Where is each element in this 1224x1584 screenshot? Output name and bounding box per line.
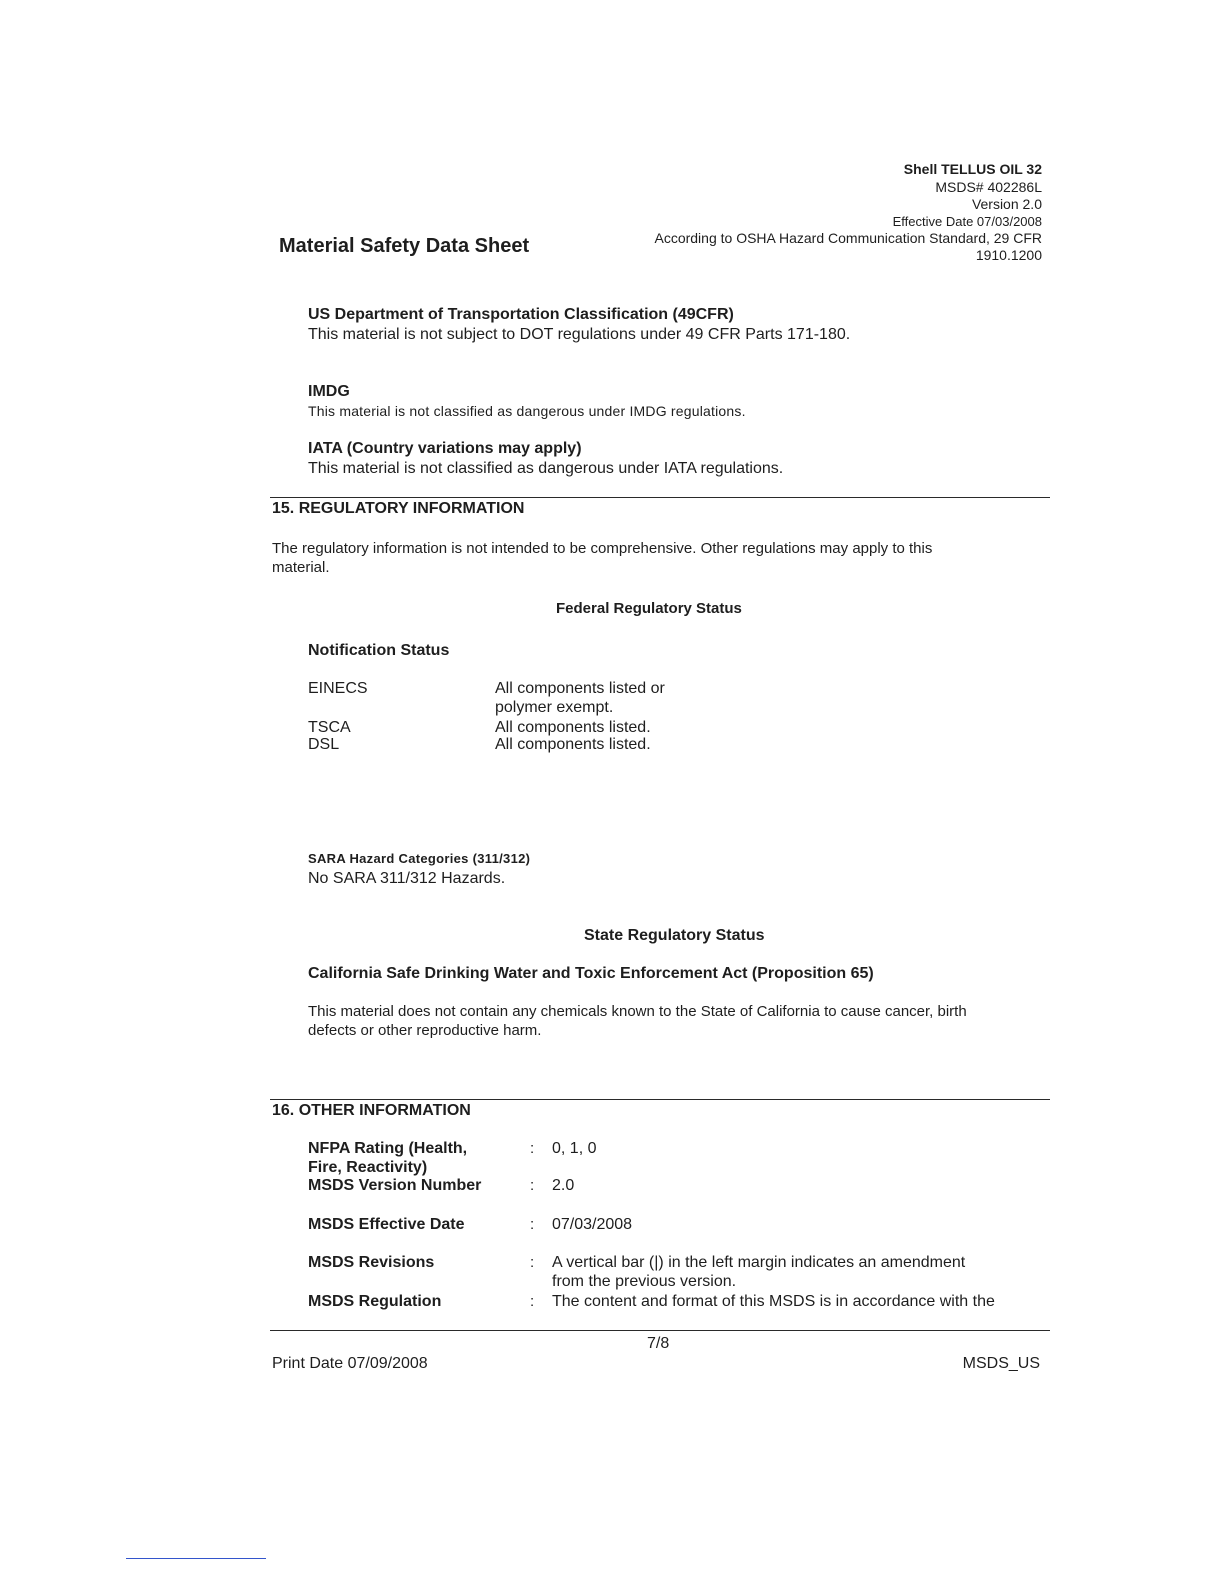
state-heading: State Regulatory Status <box>584 927 765 944</box>
info-value: 0, 1, 0 <box>552 1140 597 1157</box>
inventory-name: TSCA <box>308 719 351 736</box>
info-value: from the previous version. <box>552 1273 737 1290</box>
info-value: 07/03/2008 <box>552 1216 633 1233</box>
reg-intro-line2: material. <box>272 559 330 576</box>
imdg-heading: IMDG <box>308 383 350 400</box>
standard-line-2: 1910.1200 <box>975 247 1042 263</box>
imdg-text: This material is not classified as dangerous under IMDG regulations. <box>308 403 746 419</box>
colon: : <box>530 1254 535 1271</box>
prop65-line2: defects or other reproductive harm. <box>308 1022 542 1039</box>
version: Version 2.0 <box>971 196 1042 212</box>
inventory-name: DSL <box>308 736 340 753</box>
prop65-heading: California Safe Drinking Water and Toxic Enforcement Act (Proposition 65) <box>308 965 874 982</box>
sara-heading: SARA Hazard Categories (311/312) <box>308 851 531 866</box>
iata-text: This material is not classified as dangerous under IATA regulations. <box>308 460 784 477</box>
inventory-name: EINECS <box>308 680 368 697</box>
inventory-status: All components listed or <box>495 680 665 697</box>
product-name: Shell TELLUS OIL 32 <box>903 161 1042 177</box>
doc-title: Material Safety Data Sheet <box>279 235 530 257</box>
info-value: A vertical bar (|) in the left margin indicates an amendment <box>552 1254 966 1271</box>
footer-divider <box>270 1330 1050 1331</box>
print-date: Print Date 07/09/2008 <box>272 1355 428 1372</box>
info-label: MSDS Revisions <box>308 1254 435 1271</box>
dot-text: This material is not subject to DOT regulations under 49 CFR Parts 171-180. <box>308 326 851 343</box>
info-label: MSDS Regulation <box>308 1293 442 1310</box>
section15-heading: 15. REGULATORY INFORMATION <box>272 500 525 517</box>
standard-line-1: According to OSHA Hazard Communication Standard, 29 CFR <box>654 230 1042 246</box>
colon: : <box>530 1177 535 1194</box>
inventory-status: All components listed. <box>495 719 651 736</box>
page-number: 7/8 <box>647 1335 670 1352</box>
doc-code: MSDS_US <box>962 1355 1040 1372</box>
info-value: The content and format of this MSDS is in accordance with the <box>552 1293 995 1310</box>
info-label: NFPA Rating (Health, <box>308 1140 468 1157</box>
notification-heading: Notification Status <box>308 642 450 659</box>
footnote-separator <box>126 1558 266 1559</box>
section-divider <box>270 1099 1050 1100</box>
info-label: Fire, Reactivity) <box>308 1159 428 1176</box>
dot-heading: US Department of Transportation Classification (49CFR) <box>308 306 734 323</box>
section-divider <box>270 497 1050 498</box>
colon: : <box>530 1293 535 1310</box>
section16-heading: 16. OTHER INFORMATION <box>272 1102 471 1119</box>
iata-heading: IATA (Country variations may apply) <box>308 440 582 457</box>
federal-heading: Federal Regulatory Status <box>556 600 742 617</box>
reg-intro-line1: The regulatory information is not intended to be comprehensive. Other regulations may apply to this <box>272 540 933 557</box>
prop65-line1: This material does not contain any chemicals known to the State of California to cause cancer, birth <box>308 1003 967 1020</box>
colon: : <box>530 1216 535 1233</box>
info-value: 2.0 <box>552 1177 575 1194</box>
msds-number: MSDS# 402286L <box>935 179 1042 195</box>
info-label: MSDS Version Number <box>308 1177 482 1194</box>
effective-date: Effective Date 07/03/2008 <box>892 214 1042 229</box>
sara-text: No SARA 311/312 Hazards. <box>308 870 506 887</box>
info-label: MSDS Effective Date <box>308 1216 465 1233</box>
inventory-status: polymer exempt. <box>495 699 614 716</box>
inventory-status: All components listed. <box>495 736 651 753</box>
colon: : <box>530 1140 535 1157</box>
